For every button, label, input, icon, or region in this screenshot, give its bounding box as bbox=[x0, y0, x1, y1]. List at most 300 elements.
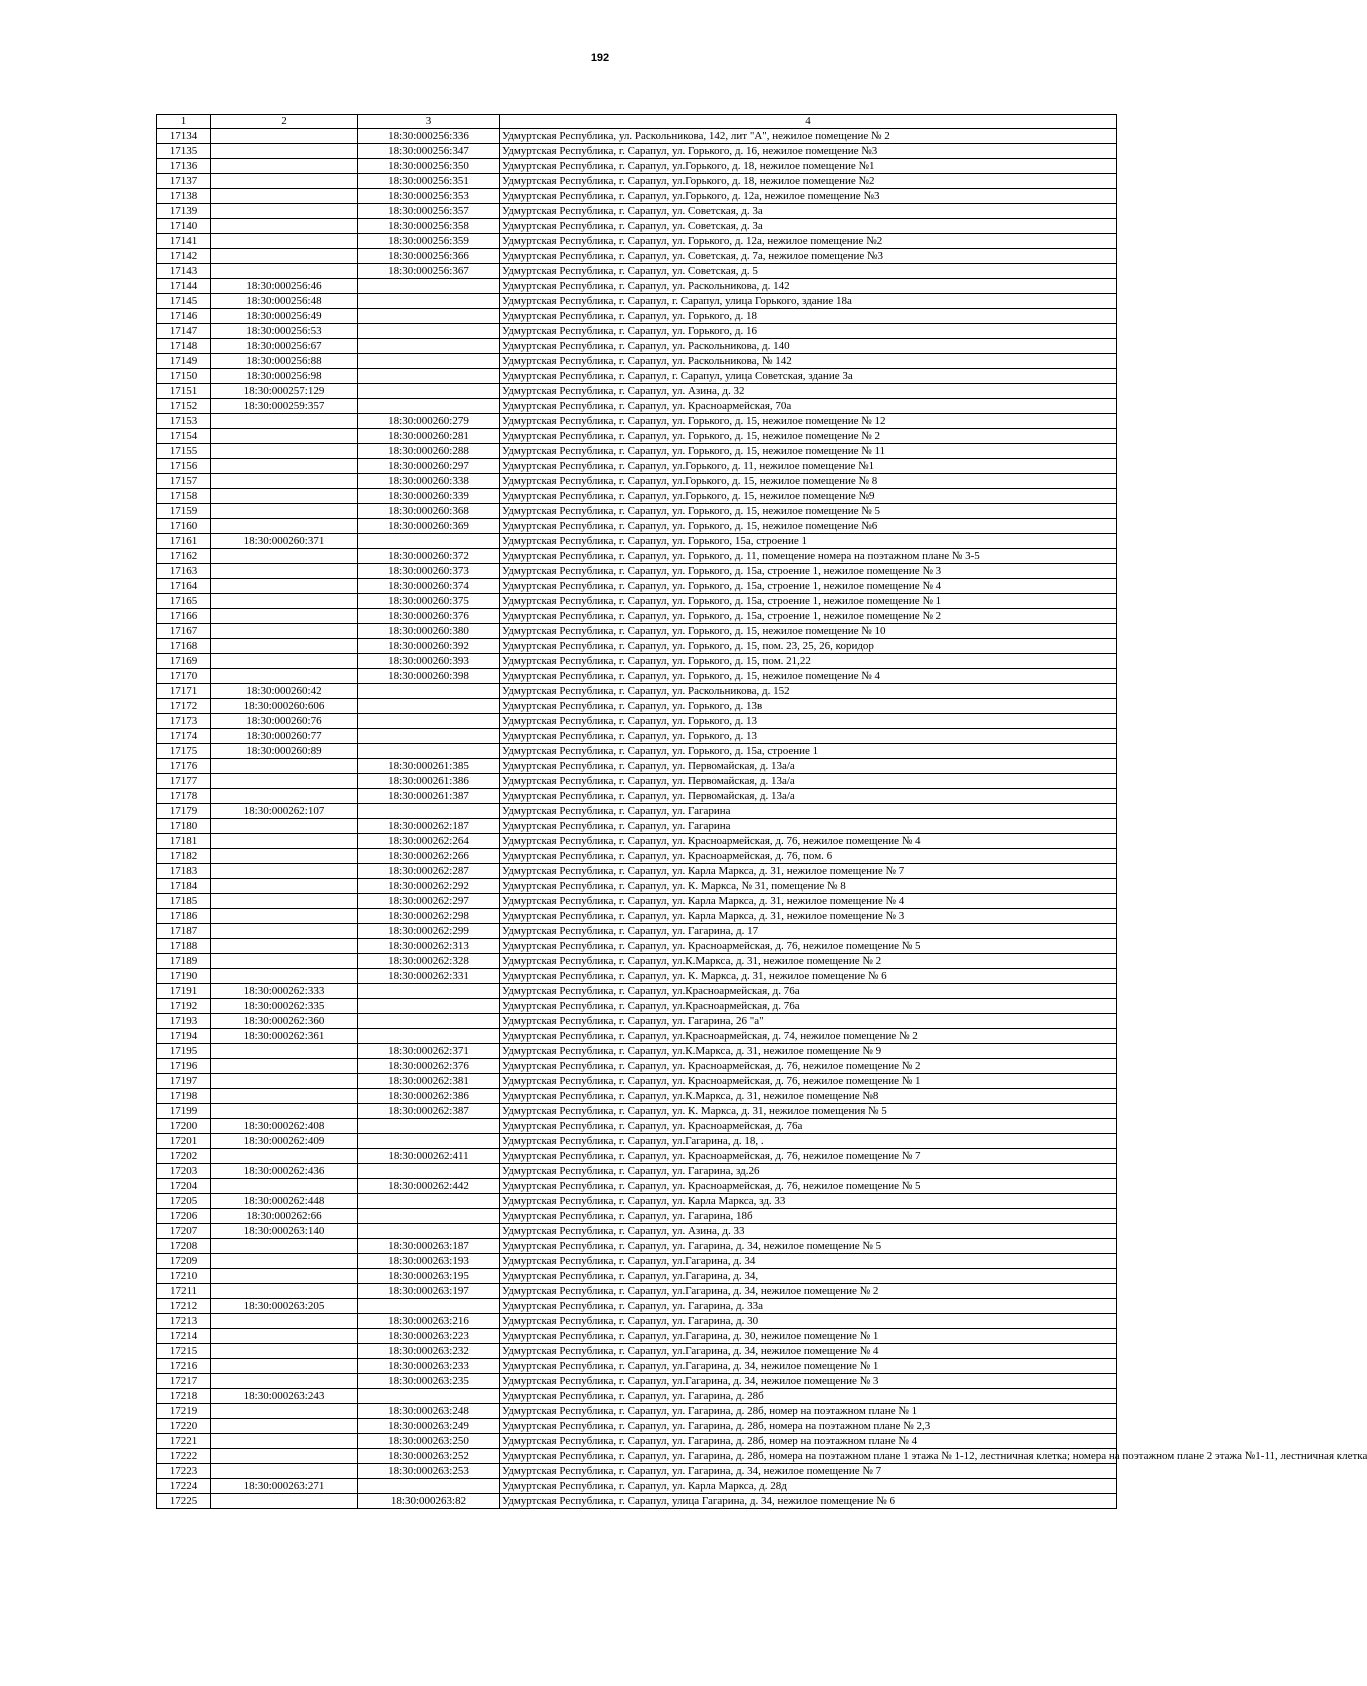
cadastral-number-col2: 18:30:000256:98 bbox=[211, 369, 358, 384]
row-number: 17224 bbox=[157, 1479, 211, 1494]
address: Удмуртская Республика, г. Сарапул, ул. Красноармейская, д. 76, нежилое помещение № 5 bbox=[500, 939, 1117, 954]
cadastral-number-col2: 18:30:000260:606 bbox=[211, 699, 358, 714]
cadastral-number-col3: 18:30:000261:386 bbox=[358, 774, 500, 789]
address: Удмуртская Республика, г. Сарапул, ул.Горького, д. 18, нежилое помещение №1 bbox=[500, 159, 1117, 174]
table-row bbox=[157, 924, 1117, 939]
cadastral-number-col3: 18:30:000262:292 bbox=[358, 879, 500, 894]
cadastral-number-col3: 18:30:000262:298 bbox=[358, 909, 500, 924]
address: Удмуртская Республика, г. Сарапул, ул.Красноармейская, д. 76а bbox=[500, 999, 1117, 1014]
row-number: 17178 bbox=[157, 789, 211, 804]
address: Удмуртская Республика, г. Сарапул, ул. Карла Маркса, д. 31, нежилое помещение № 7 bbox=[500, 864, 1117, 879]
table-row bbox=[157, 429, 1117, 444]
cadastral-number-col2 bbox=[211, 1464, 358, 1479]
address: Удмуртская Республика, г. Сарапул, ул.Гагарина, д. 34, bbox=[500, 1269, 1117, 1284]
table-row bbox=[157, 174, 1117, 189]
cadastral-number-col3: 18:30:000262:313 bbox=[358, 939, 500, 954]
cadastral-number-col3: 18:30:000256:336 bbox=[358, 129, 500, 144]
table-row bbox=[157, 159, 1117, 174]
address: Удмуртская Республика, г. Сарапул, ул. Гагарина, д. 34, нежилое помещение № 5 bbox=[500, 1239, 1117, 1254]
cadastral-number-col2 bbox=[211, 924, 358, 939]
table-row bbox=[157, 744, 1117, 759]
table-row bbox=[157, 1224, 1117, 1239]
table-row bbox=[157, 1314, 1117, 1329]
cadastral-number-col2 bbox=[211, 1074, 358, 1089]
page-number: 192 bbox=[590, 52, 610, 64]
table-row bbox=[157, 234, 1117, 249]
cadastral-number-col2: 18:30:000262:448 bbox=[211, 1194, 358, 1209]
table-row bbox=[157, 474, 1117, 489]
cadastral-number-col2 bbox=[211, 1329, 358, 1344]
cadastral-number-col3 bbox=[358, 1299, 500, 1314]
address: Удмуртская Республика, г. Сарапул, ул. Горького, д. 15, нежилое помещение № 2 bbox=[500, 429, 1117, 444]
table-row bbox=[157, 699, 1117, 714]
table-row bbox=[157, 1179, 1117, 1194]
row-number: 17208 bbox=[157, 1239, 211, 1254]
cadastral-number-col3 bbox=[358, 1014, 500, 1029]
cadastral-number-col2 bbox=[211, 489, 358, 504]
cadastral-number-col2: 18:30:000262:66 bbox=[211, 1209, 358, 1224]
row-number: 17163 bbox=[157, 564, 211, 579]
cadastral-number-col3: 18:30:000260:376 bbox=[358, 609, 500, 624]
row-number: 17217 bbox=[157, 1374, 211, 1389]
table-row bbox=[157, 954, 1117, 969]
cadastral-number-col2 bbox=[211, 1239, 358, 1254]
row-number: 17191 bbox=[157, 984, 211, 999]
table-row bbox=[157, 1059, 1117, 1074]
table-row bbox=[157, 1434, 1117, 1449]
cadastral-number-col3: 18:30:000262:411 bbox=[358, 1149, 500, 1164]
table-row bbox=[157, 1419, 1117, 1434]
cadastral-number-col3 bbox=[358, 1164, 500, 1179]
cadastral-number-col2: 18:30:000263:271 bbox=[211, 1479, 358, 1494]
cadastral-number-col3: 18:30:000256:358 bbox=[358, 219, 500, 234]
table-row bbox=[157, 1119, 1117, 1134]
cadastral-number-col2 bbox=[211, 414, 358, 429]
row-number: 17137 bbox=[157, 174, 211, 189]
cadastral-number-col2 bbox=[211, 1044, 358, 1059]
cadastral-number-col2 bbox=[211, 1449, 358, 1464]
table-row bbox=[157, 834, 1117, 849]
table-row bbox=[157, 819, 1117, 834]
cadastral-number-col3 bbox=[358, 324, 500, 339]
table-row bbox=[157, 1464, 1117, 1479]
cadastral-number-col2: 18:30:000262:360 bbox=[211, 1014, 358, 1029]
cadastral-number-col3 bbox=[358, 1194, 500, 1209]
row-number: 17155 bbox=[157, 444, 211, 459]
cadastral-number-col3 bbox=[358, 684, 500, 699]
row-number: 17181 bbox=[157, 834, 211, 849]
cadastral-number-col3 bbox=[358, 384, 500, 399]
column-header-1: 1 bbox=[157, 115, 211, 129]
address: Удмуртская Республика, г. Сарапул, ул. К. Маркса, д. 31, нежилое помещения № 5 bbox=[500, 1104, 1117, 1119]
cadastral-number-col3 bbox=[358, 804, 500, 819]
address: Удмуртская Республика, г. Сарапул, ул.Гагарина, д. 18, . bbox=[500, 1134, 1117, 1149]
table-row bbox=[157, 909, 1117, 924]
cadastral-number-col3: 18:30:000260:380 bbox=[358, 624, 500, 639]
cadastral-number-col3: 18:30:000262:287 bbox=[358, 864, 500, 879]
row-number: 17176 bbox=[157, 759, 211, 774]
cadastral-number-col3: 18:30:000263:235 bbox=[358, 1374, 500, 1389]
cadastral-number-col2 bbox=[211, 774, 358, 789]
row-number: 17189 bbox=[157, 954, 211, 969]
cadastral-number-col3: 18:30:000260:288 bbox=[358, 444, 500, 459]
cadastral-number-col2 bbox=[211, 894, 358, 909]
row-number: 17134 bbox=[157, 129, 211, 144]
row-number: 17180 bbox=[157, 819, 211, 834]
cadastral-number-col2 bbox=[211, 879, 358, 894]
address: Удмуртская Республика, г. Сарапул, ул.Красноармейская, д. 74, нежилое помещение № 2 bbox=[500, 1029, 1117, 1044]
table-row bbox=[157, 774, 1117, 789]
cadastral-number-col3 bbox=[358, 729, 500, 744]
registry-table bbox=[156, 114, 1367, 1509]
table-row bbox=[157, 459, 1117, 474]
cadastral-number-col2 bbox=[211, 1359, 358, 1374]
cadastral-number-col3 bbox=[358, 309, 500, 324]
address: Удмуртская Республика, г. Сарапул, ул. Горького, д. 15, нежилое помещение № 11 bbox=[500, 444, 1117, 459]
table-row bbox=[157, 339, 1117, 354]
row-number: 17148 bbox=[157, 339, 211, 354]
cadastral-number-col2: 18:30:000256:48 bbox=[211, 294, 358, 309]
row-number: 17146 bbox=[157, 309, 211, 324]
address: Удмуртская Республика, г. Сарапул, ул. Гагарина bbox=[500, 819, 1117, 834]
table-row bbox=[157, 969, 1117, 984]
address: Удмуртская Республика, г. Сарапул, ул. Раскольникова, д. 152 bbox=[500, 684, 1117, 699]
table-row bbox=[157, 489, 1117, 504]
cadastral-number-col3: 18:30:000262:376 bbox=[358, 1059, 500, 1074]
cadastral-number-col3: 18:30:000260:372 bbox=[358, 549, 500, 564]
cadastral-number-col3: 18:30:000260:297 bbox=[358, 459, 500, 474]
row-number: 17165 bbox=[157, 594, 211, 609]
cadastral-number-col2 bbox=[211, 1404, 358, 1419]
cadastral-number-col3: 18:30:000262:299 bbox=[358, 924, 500, 939]
cadastral-number-col3: 18:30:000263:253 bbox=[358, 1464, 500, 1479]
row-number: 17192 bbox=[157, 999, 211, 1014]
cadastral-number-col2 bbox=[211, 474, 358, 489]
table-body bbox=[157, 129, 1367, 1509]
table-row bbox=[157, 1029, 1117, 1044]
cadastral-number-col3 bbox=[358, 534, 500, 549]
row-number: 17218 bbox=[157, 1389, 211, 1404]
cadastral-number-col2 bbox=[211, 519, 358, 534]
cadastral-number-col3: 18:30:000256:367 bbox=[358, 264, 500, 279]
table-row bbox=[157, 549, 1117, 564]
address: Удмуртская Республика, г. Сарапул, улица Гагарина, д. 34, нежилое помещение № 6 bbox=[500, 1494, 1117, 1509]
row-number: 17206 bbox=[157, 1209, 211, 1224]
cadastral-number-col2 bbox=[211, 219, 358, 234]
row-number: 17202 bbox=[157, 1149, 211, 1164]
cadastral-number-col3: 18:30:000260:279 bbox=[358, 414, 500, 429]
cadastral-number-col3: 18:30:000262:266 bbox=[358, 849, 500, 864]
cadastral-number-col2 bbox=[211, 1494, 358, 1509]
address: Удмуртская Республика, г. Сарапул, ул. Гагарина, 18б bbox=[500, 1209, 1117, 1224]
row-number: 17195 bbox=[157, 1044, 211, 1059]
cadastral-number-col3: 18:30:000262:442 bbox=[358, 1179, 500, 1194]
address: Удмуртская Республика, г. Сарапул, ул. Гагарина, д. 34, нежилое помещение № 7 bbox=[500, 1464, 1117, 1479]
cadastral-number-col2 bbox=[211, 1104, 358, 1119]
cadastral-number-col3: 18:30:000261:387 bbox=[358, 789, 500, 804]
cadastral-number-col2 bbox=[211, 1434, 358, 1449]
table-row bbox=[157, 294, 1117, 309]
table-row bbox=[157, 1104, 1117, 1119]
row-number: 17211 bbox=[157, 1284, 211, 1299]
address: Удмуртская Республика, г. Сарапул, ул. Гагарина, 26 "а" bbox=[500, 1014, 1117, 1029]
table-row bbox=[157, 444, 1117, 459]
table-row bbox=[157, 414, 1117, 429]
table-row bbox=[157, 1284, 1117, 1299]
table-row bbox=[157, 1074, 1117, 1089]
table-row bbox=[157, 1404, 1117, 1419]
cadastral-number-col3: 18:30:000263:250 bbox=[358, 1434, 500, 1449]
table-row bbox=[157, 894, 1117, 909]
address: Удмуртская Республика, г. Сарапул, ул. Горького, д. 15, пом. 23, 25, 26, коридор bbox=[500, 639, 1117, 654]
row-number: 17215 bbox=[157, 1344, 211, 1359]
table-row bbox=[157, 1164, 1117, 1179]
table-row bbox=[157, 864, 1117, 879]
table-row bbox=[157, 999, 1117, 1014]
address: Удмуртская Республика, г. Сарапул, г. Сарапул, улица Горького, здание 18а bbox=[500, 294, 1117, 309]
row-number: 17154 bbox=[157, 429, 211, 444]
table-row bbox=[157, 1449, 1117, 1464]
cadastral-number-col2: 18:30:000262:107 bbox=[211, 804, 358, 819]
address: Удмуртская Республика, г. Сарапул, ул.Горького, д. 12а, нежилое помещение №3 bbox=[500, 189, 1117, 204]
table-row bbox=[157, 609, 1117, 624]
table-row bbox=[157, 534, 1117, 549]
row-number: 17156 bbox=[157, 459, 211, 474]
cadastral-number-col2 bbox=[211, 639, 358, 654]
cadastral-number-col2: 18:30:000263:243 bbox=[211, 1389, 358, 1404]
cadastral-number-col3: 18:30:000262:381 bbox=[358, 1074, 500, 1089]
address: Удмуртская Республика, г. Сарапул, ул. Гагарина, д. 28б, номер на поэтажном плане № 1 bbox=[500, 1404, 1117, 1419]
table-header bbox=[157, 115, 1117, 129]
address: Удмуртская Республика, г. Сарапул, ул. Раскольникова, д. 142 bbox=[500, 279, 1117, 294]
address: Удмуртская Республика, г. Сарапул, ул. Горького, д. 15, нежилое помещение № 10 bbox=[500, 624, 1117, 639]
table-row bbox=[157, 264, 1117, 279]
cadastral-number-col3: 18:30:000263:223 bbox=[358, 1329, 500, 1344]
table-row bbox=[157, 1269, 1117, 1284]
cadastral-number-col3: 18:30:000262:328 bbox=[358, 954, 500, 969]
row-number: 17194 bbox=[157, 1029, 211, 1044]
cadastral-number-col2: 18:30:000263:140 bbox=[211, 1224, 358, 1239]
cadastral-number-col2 bbox=[211, 1374, 358, 1389]
row-number: 17145 bbox=[157, 294, 211, 309]
cadastral-number-col3 bbox=[358, 1119, 500, 1134]
cadastral-number-col3: 18:30:000263:248 bbox=[358, 1404, 500, 1419]
cadastral-number-col2: 18:30:000260:371 bbox=[211, 534, 358, 549]
row-number: 17157 bbox=[157, 474, 211, 489]
table-row bbox=[157, 1494, 1117, 1509]
cadastral-number-col3: 18:30:000262:371 bbox=[358, 1044, 500, 1059]
column-header-3: 3 bbox=[358, 115, 500, 129]
cadastral-number-col2 bbox=[211, 1059, 358, 1074]
cadastral-number-col2 bbox=[211, 654, 358, 669]
cadastral-number-col3: 18:30:000263:233 bbox=[358, 1359, 500, 1374]
cadastral-number-col2 bbox=[211, 849, 358, 864]
table-row bbox=[157, 354, 1117, 369]
address: Удмуртская Республика, г. Сарапул, ул. Красноармейская, д. 76, пом. 6 bbox=[500, 849, 1117, 864]
table-row bbox=[157, 759, 1117, 774]
cadastral-number-col3 bbox=[358, 279, 500, 294]
address: Удмуртская Республика, г. Сарапул, ул. Горького, д. 15а, строение 1, нежилое помещение № 1 bbox=[500, 594, 1117, 609]
address: Удмуртская Республика, г. Сарапул, ул. Карла Маркса, д. 31, нежилое помещение № 4 bbox=[500, 894, 1117, 909]
row-number: 17203 bbox=[157, 1164, 211, 1179]
row-number: 17210 bbox=[157, 1269, 211, 1284]
address: Удмуртская Республика, г. Сарапул, ул. Карла Маркса, д. 31, нежилое помещение № 3 bbox=[500, 909, 1117, 924]
row-number: 17185 bbox=[157, 894, 211, 909]
cadastral-number-col3: 18:30:000263:249 bbox=[358, 1419, 500, 1434]
row-number: 17197 bbox=[157, 1074, 211, 1089]
table-row bbox=[157, 144, 1117, 159]
column-header-2: 2 bbox=[211, 115, 358, 129]
row-number: 17223 bbox=[157, 1464, 211, 1479]
address: Удмуртская Республика, г. Сарапул, ул. Первомайская, д. 13а/а bbox=[500, 789, 1117, 804]
address: Удмуртская Республика, г. Сарапул, ул. Горького, д. 15а, строение 1, нежилое помещение № 3 bbox=[500, 564, 1117, 579]
address: Удмуртская Республика, г. Сарапул, ул.Горького, д. 15, нежилое помещение № 8 bbox=[500, 474, 1117, 489]
cadastral-number-col2: 18:30:000260:76 bbox=[211, 714, 358, 729]
row-number: 17216 bbox=[157, 1359, 211, 1374]
address: Удмуртская Республика, г. Сарапул, ул. Гагарина, д. 28б, номера на поэтажном плане № 2,3 bbox=[500, 1419, 1117, 1434]
cadastral-number-col2 bbox=[211, 234, 358, 249]
table-row bbox=[157, 1299, 1117, 1314]
cadastral-number-col2 bbox=[211, 564, 358, 579]
cadastral-number-col2: 18:30:000262:409 bbox=[211, 1134, 358, 1149]
cadastral-number-col3: 18:30:000263:216 bbox=[358, 1314, 500, 1329]
cadastral-number-col3 bbox=[358, 714, 500, 729]
address: Удмуртская Республика, г. Сарапул, ул. Горького, д. 18 bbox=[500, 309, 1117, 324]
address: Удмуртская Республика, г. Сарапул, ул.Горького, д. 18, нежилое помещение №2 bbox=[500, 174, 1117, 189]
cadastral-number-col2 bbox=[211, 594, 358, 609]
cadastral-number-col2: 18:30:000262:408 bbox=[211, 1119, 358, 1134]
table-row bbox=[157, 669, 1117, 684]
row-number: 17149 bbox=[157, 354, 211, 369]
cadastral-number-col2: 18:30:000262:333 bbox=[211, 984, 358, 999]
cadastral-number-col2 bbox=[211, 759, 358, 774]
cadastral-number-col2 bbox=[211, 1269, 358, 1284]
row-number: 17177 bbox=[157, 774, 211, 789]
table-row bbox=[157, 279, 1117, 294]
cadastral-number-col3: 18:30:000260:374 bbox=[358, 579, 500, 594]
row-number: 17150 bbox=[157, 369, 211, 384]
address: Удмуртская Республика, г. Сарапул, ул. Красноармейская, 70а bbox=[500, 399, 1117, 414]
row-number: 17200 bbox=[157, 1119, 211, 1134]
address: Удмуртская Республика, г. Сарапул, ул.Гагарина, д. 34 bbox=[500, 1254, 1117, 1269]
address: Удмуртская Республика, г. Сарапул, ул.Гагарина, д. 34, нежилое помещение № 1 bbox=[500, 1359, 1117, 1374]
address: Удмуртская Республика, г. Сарапул, ул.Гагарина, д. 34, нежилое помещение № 4 bbox=[500, 1344, 1117, 1359]
address: Удмуртская Республика, г. Сарапул, ул. К. Маркса, д. 31, нежилое помещение № 6 bbox=[500, 969, 1117, 984]
address: Удмуртская Республика, г. Сарапул, ул. Горького, д. 11, помещение номера на поэтажном плане № 3-5 bbox=[500, 549, 1117, 564]
table-row bbox=[157, 984, 1117, 999]
cadastral-number-col3: 18:30:000256:359 bbox=[358, 234, 500, 249]
row-number: 17169 bbox=[157, 654, 211, 669]
table-row bbox=[157, 1389, 1117, 1404]
table-row bbox=[157, 1209, 1117, 1224]
table-row bbox=[157, 1329, 1117, 1344]
cadastral-number-col2 bbox=[211, 669, 358, 684]
cadastral-number-col3 bbox=[358, 399, 500, 414]
row-number: 17171 bbox=[157, 684, 211, 699]
cadastral-number-col3 bbox=[358, 1029, 500, 1044]
table-row bbox=[157, 129, 1117, 144]
table-row bbox=[157, 1254, 1117, 1269]
row-number: 17167 bbox=[157, 624, 211, 639]
cadastral-number-col3: 18:30:000260:339 bbox=[358, 489, 500, 504]
table-row bbox=[157, 654, 1117, 669]
table-row bbox=[157, 189, 1117, 204]
cadastral-number-col2: 18:30:000262:361 bbox=[211, 1029, 358, 1044]
cadastral-number-col3 bbox=[358, 1479, 500, 1494]
cadastral-number-col2 bbox=[211, 609, 358, 624]
cadastral-number-col2 bbox=[211, 819, 358, 834]
cadastral-number-col3: 18:30:000262:264 bbox=[358, 834, 500, 849]
cadastral-number-col2 bbox=[211, 789, 358, 804]
address: Удмуртская Республика, г. Сарапул, ул. Советская, д. 3а bbox=[500, 219, 1117, 234]
table-row bbox=[157, 714, 1117, 729]
cadastral-number-col2: 18:30:000256:46 bbox=[211, 279, 358, 294]
address: Удмуртская Республика, г. Сарапул, ул. Горького, д. 15, пом. 21,22 bbox=[500, 654, 1117, 669]
address: Удмуртская Республика, г. Сарапул, ул. Горького, д. 16 bbox=[500, 324, 1117, 339]
address: Удмуртская Республика, ул. Раскольникова, 142, лит "А", нежилое помещение № 2 bbox=[500, 129, 1117, 144]
cadastral-number-col3 bbox=[358, 1134, 500, 1149]
address: Удмуртская Республика, г. Сарапул, ул.Горького, д. 11, нежилое помещение №1 bbox=[500, 459, 1117, 474]
row-number: 17204 bbox=[157, 1179, 211, 1194]
cadastral-number-col3 bbox=[358, 1389, 500, 1404]
table-row bbox=[157, 1344, 1117, 1359]
cadastral-number-col3: 18:30:000263:193 bbox=[358, 1254, 500, 1269]
table-row bbox=[157, 594, 1117, 609]
row-number: 17152 bbox=[157, 399, 211, 414]
row-number: 17205 bbox=[157, 1194, 211, 1209]
table-row bbox=[157, 1089, 1117, 1104]
address: Удмуртская Республика, г. Сарапул, ул. Гагарина bbox=[500, 804, 1117, 819]
row-number: 17164 bbox=[157, 579, 211, 594]
address: Удмуртская Республика, г. Сарапул, ул. Гагарина, д. 33а bbox=[500, 1299, 1117, 1314]
table-row bbox=[157, 564, 1117, 579]
row-number: 17201 bbox=[157, 1134, 211, 1149]
row-number: 17198 bbox=[157, 1089, 211, 1104]
row-number: 17188 bbox=[157, 939, 211, 954]
address: Удмуртская Республика, г. Сарапул, ул. Красноармейская, д. 76, нежилое помещение № 4 bbox=[500, 834, 1117, 849]
cadastral-number-col3 bbox=[358, 999, 500, 1014]
row-number: 17141 bbox=[157, 234, 211, 249]
cadastral-number-col3: 18:30:000261:385 bbox=[358, 759, 500, 774]
address: Удмуртская Республика, г. Сарапул, ул.К.Маркса, д. 31, нежилое помещение № 9 bbox=[500, 1044, 1117, 1059]
row-number: 17162 bbox=[157, 549, 211, 564]
address: Удмуртская Республика, г. Сарапул, ул. Карла Маркса, д. 28д bbox=[500, 1479, 1117, 1494]
table-row bbox=[157, 309, 1117, 324]
address: Удмуртская Республика, г. Сарапул, ул. Советская, д. 5 bbox=[500, 264, 1117, 279]
address: Удмуртская Республика, г. Сарапул, ул. Гагарина, д. 28б, номера на поэтажном плане 1 этажа № 1-12, лестничная клетка; номера на поэтажном плане 2 этажа №1-11, лестничная клетка bbox=[500, 1449, 1117, 1464]
table-row bbox=[157, 1374, 1117, 1389]
row-number: 17220 bbox=[157, 1419, 211, 1434]
table-row bbox=[157, 624, 1117, 639]
cadastral-number-col3: 18:30:000262:331 bbox=[358, 969, 500, 984]
row-number: 17168 bbox=[157, 639, 211, 654]
cadastral-number-col3: 18:30:000260:338 bbox=[358, 474, 500, 489]
cadastral-number-col2 bbox=[211, 1149, 358, 1164]
table-row bbox=[157, 1149, 1117, 1164]
cadastral-number-col3: 18:30:000263:82 bbox=[358, 1494, 500, 1509]
address: Удмуртская Республика, г. Сарапул, ул. Горького, д. 12а, нежилое помещение №2 bbox=[500, 234, 1117, 249]
address: Удмуртская Республика, г. Сарапул, ул. Красноармейская, д. 76а bbox=[500, 1119, 1117, 1134]
cadastral-number-col3: 18:30:000260:368 bbox=[358, 504, 500, 519]
cadastral-number-col2 bbox=[211, 129, 358, 144]
address: Удмуртская Республика, г. Сарапул, ул. К. Маркса, № 31, помещение № 8 bbox=[500, 879, 1117, 894]
address: Удмуртская Республика, г. Сарапул, ул.Гагарина, д. 34, нежилое помещение № 2 bbox=[500, 1284, 1117, 1299]
cadastral-number-col2 bbox=[211, 624, 358, 639]
row-number: 17179 bbox=[157, 804, 211, 819]
cadastral-number-col2: 18:30:000256:49 bbox=[211, 309, 358, 324]
row-number: 17139 bbox=[157, 204, 211, 219]
cadastral-number-col2: 18:30:000256:67 bbox=[211, 339, 358, 354]
